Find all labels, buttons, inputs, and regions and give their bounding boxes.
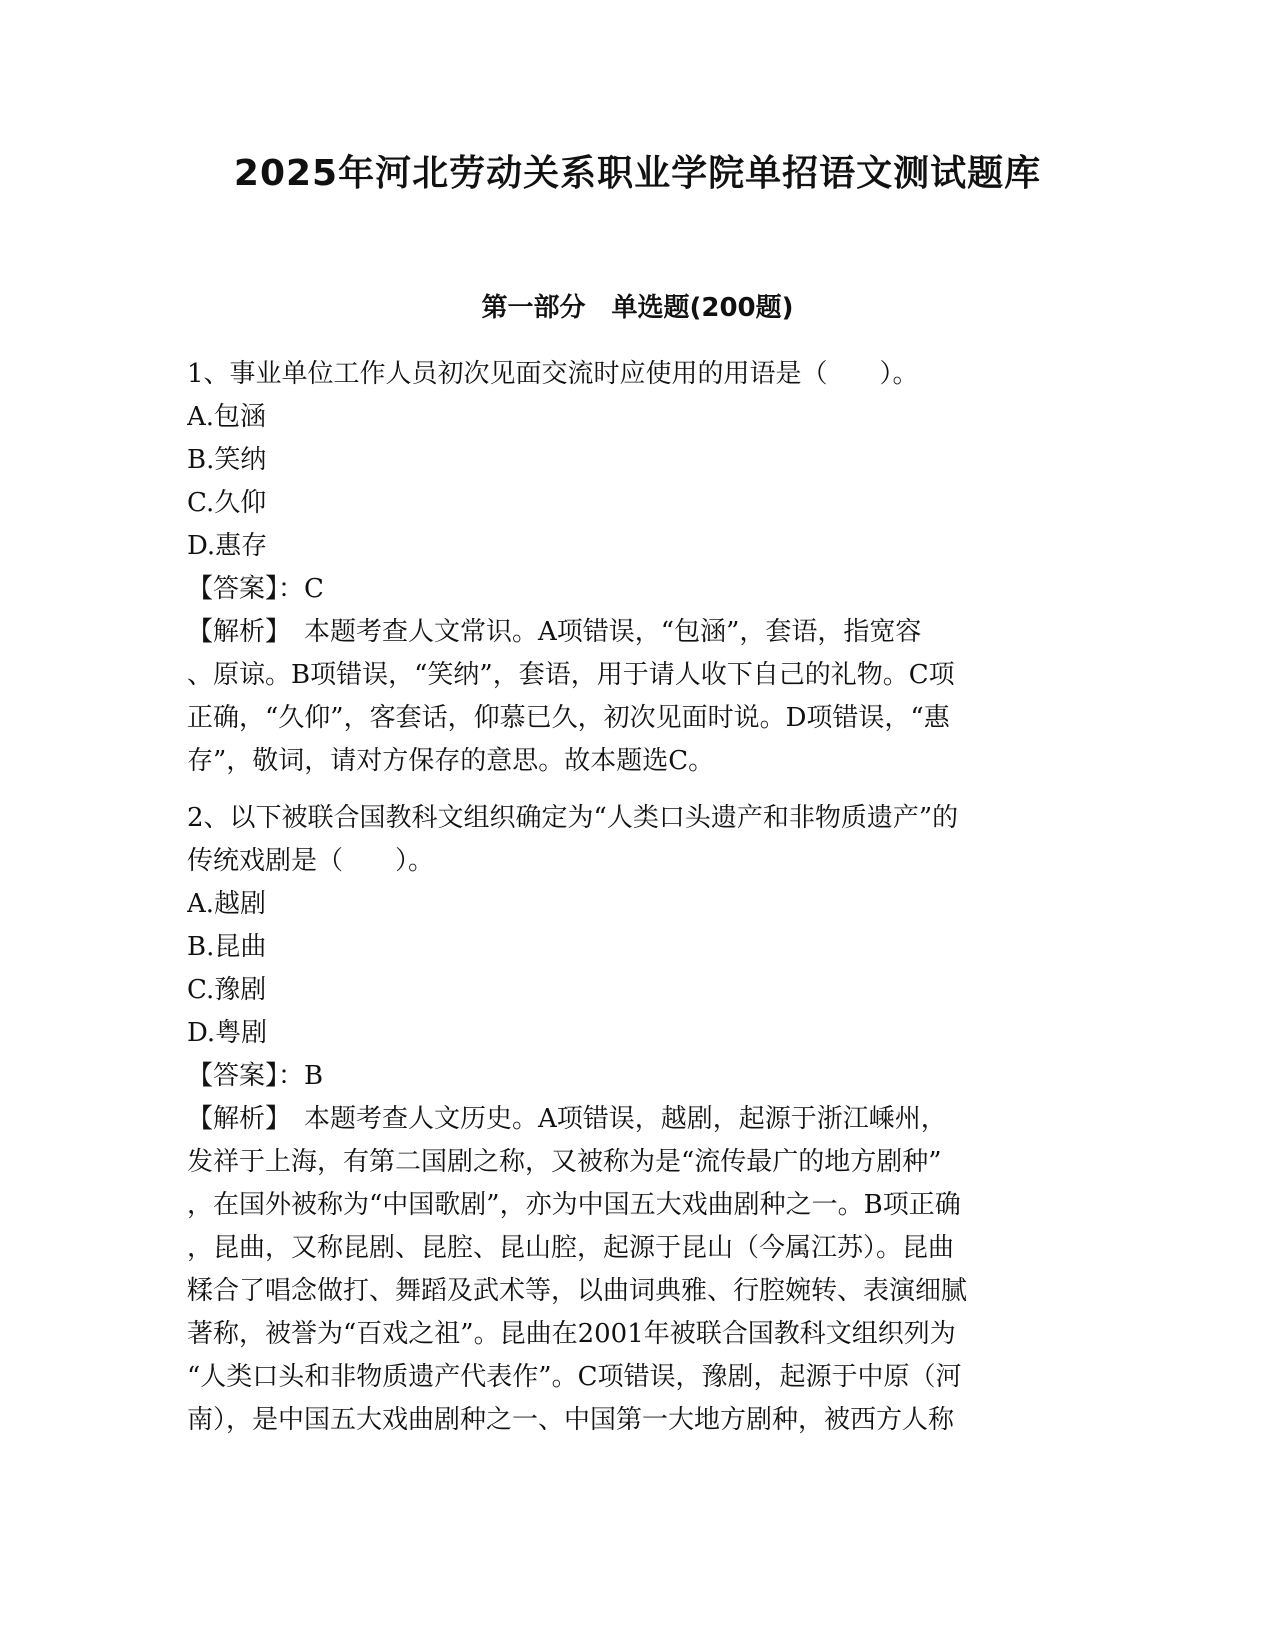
analysis-line: 南），是中国五大戏曲剧种之一、中国第一大地方剧种，被西方人称: [187, 1405, 955, 1435]
option-a: A.包涵: [187, 402, 267, 432]
analysis-line: 正确，“久仰”，客套话，仰慕已久，初次见面时说。D项错误，“惠: [187, 703, 950, 733]
analysis-line: 存”，敬词，请对方保存的意思。故本题选C。: [187, 746, 715, 776]
option-c: C.久仰: [187, 488, 267, 518]
document-title: 2025年河北劳动关系职业学院单招语文测试题库: [233, 153, 1042, 194]
analysis-line: 发祥于上海，有第二国剧之称，又被称为是“流传最广的地方剧种”: [187, 1147, 942, 1177]
analysis-line: “人类口头和非物质遗产代表作”。C项错误，豫剧，起源于中原（河: [187, 1362, 962, 1392]
analysis-line: 【解析】 本题考查人文历史。A项错误，越剧，起源于浙江嵊州，: [187, 1104, 947, 1134]
analysis-line: 糅合了唱念做打、舞蹈及武术等，以曲词典雅、行腔婉转、表演细腻: [187, 1276, 968, 1306]
option-c: C.豫剧: [187, 975, 267, 1005]
option-d: D.惠存: [187, 531, 268, 561]
question-text: 传统戏剧是（ ）。: [187, 846, 435, 876]
document-body: [187, 353, 1087, 1442]
question-block: [187, 797, 1087, 1442]
option-b: B.笑纳: [187, 445, 267, 475]
answer-line: 【答案】：C: [187, 574, 324, 604]
question-block: [187, 353, 1087, 783]
question-text: 2、以下被联合国教科文组织确定为“人类口头遗产和非物质遗产”的: [187, 803, 959, 833]
analysis-line: 著称，被誉为“百戏之祖”。昆曲在2001年被联合国教科文组织列为: [187, 1319, 956, 1349]
section-title: 第一部分 单选题(200题): [481, 293, 794, 323]
option-d: D.粤剧: [187, 1018, 268, 1048]
answer-line: 【答案】：B: [187, 1061, 324, 1091]
option-b: B.昆曲: [187, 932, 267, 962]
question-text: 1、事业单位工作人员初次见面交流时应使用的用语是（ ）。: [187, 359, 919, 389]
analysis-line: ，在国外被称为“中国歌剧”，亦为中国五大戏曲剧种之一。B项正确: [187, 1190, 961, 1220]
analysis-line: ，昆曲，又称昆剧、昆腔、昆山腔，起源于昆山（今属江苏）。昆曲: [187, 1233, 955, 1263]
option-a: A.越剧: [187, 889, 267, 919]
analysis-line: 【解析】 本题考查人文常识。A项错误，“包涵”，套语，指宽容: [187, 617, 922, 647]
analysis-line: 、原谅。B项错误，“笑纳”，套语，用于请人收下自己的礼物。C项: [187, 660, 955, 690]
